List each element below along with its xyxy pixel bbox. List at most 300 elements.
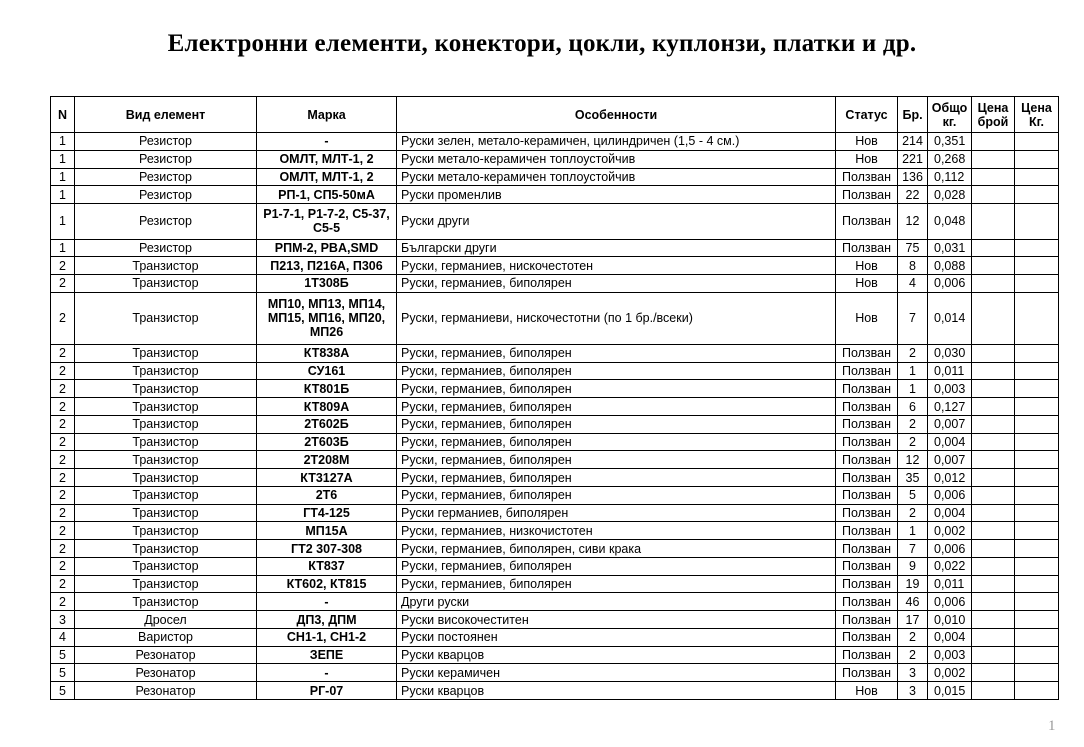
inventory-table — [50, 96, 1059, 700]
cell-kind: Транзистор — [75, 257, 257, 275]
cell-features: Руски, германиев, биполярен, сиви крака — [397, 540, 836, 558]
cell-weight: 0,006 — [928, 486, 972, 504]
cell-weight: 0,003 — [928, 646, 972, 664]
cell-n: 1 — [51, 168, 75, 186]
cell-qty: 9 — [898, 557, 928, 575]
cell-mark: - — [257, 133, 397, 151]
cell-qty: 3 — [898, 664, 928, 682]
cell-status: Ползван — [836, 664, 898, 682]
cell-features: Други руски — [397, 593, 836, 611]
cell-price-kg — [1015, 133, 1059, 151]
cell-mark: СУ161 — [257, 362, 397, 380]
cell-status: Ползван — [836, 186, 898, 204]
cell-price-kg — [1015, 664, 1059, 682]
cell-qty: 214 — [898, 133, 928, 151]
cell-weight: 0,011 — [928, 575, 972, 593]
cell-n: 3 — [51, 611, 75, 629]
cell-price-piece — [972, 469, 1015, 487]
cell-mark: КТ837 — [257, 557, 397, 575]
cell-weight: 0,004 — [928, 433, 972, 451]
table-row — [51, 380, 1059, 398]
table-row — [51, 150, 1059, 168]
table-row — [51, 168, 1059, 186]
cell-qty: 46 — [898, 593, 928, 611]
cell-features: Руски, германиев, биполярен — [397, 575, 836, 593]
table-row — [51, 186, 1059, 204]
cell-status: Нов — [836, 257, 898, 275]
cell-kind: Транзистор — [75, 380, 257, 398]
cell-features: Руски постоянен — [397, 628, 836, 646]
cell-weight: 0,127 — [928, 398, 972, 416]
cell-price-piece — [972, 204, 1015, 240]
cell-features: Руски керамичен — [397, 664, 836, 682]
cell-qty: 2 — [898, 504, 928, 522]
cell-weight: 0,015 — [928, 682, 972, 700]
cell-qty: 221 — [898, 150, 928, 168]
table-row — [51, 557, 1059, 575]
cell-price-kg — [1015, 522, 1059, 540]
table-body — [51, 133, 1059, 700]
header-price-kg: Цена Кг. — [1015, 97, 1059, 133]
table-row — [51, 362, 1059, 380]
cell-price-kg — [1015, 540, 1059, 558]
cell-n: 2 — [51, 557, 75, 575]
header-n: N — [51, 97, 75, 133]
cell-weight: 0,088 — [928, 257, 972, 275]
cell-features: Руски, германиев, биполярен — [397, 362, 836, 380]
cell-kind: Дросел — [75, 611, 257, 629]
cell-weight: 0,048 — [928, 204, 972, 240]
cell-status: Ползван — [836, 398, 898, 416]
cell-mark: ОМЛТ, МЛТ-1, 2 — [257, 168, 397, 186]
cell-qty: 2 — [898, 433, 928, 451]
cell-features: Руски, германиев, биполярен — [397, 433, 836, 451]
table-row — [51, 682, 1059, 700]
cell-mark: КТ602, КТ815 — [257, 575, 397, 593]
cell-mark: Р1-7-1, Р1-7-2, С5-37, С5-5 — [257, 204, 397, 240]
cell-kind: Транзистор — [75, 362, 257, 380]
cell-price-piece — [972, 150, 1015, 168]
document-title: Електронни елементи, конектори, цокли, куплонзи, платки и др. — [167, 30, 917, 57]
cell-mark: КТ838А — [257, 344, 397, 362]
cell-mark: 2Т208М — [257, 451, 397, 469]
cell-qty: 22 — [898, 186, 928, 204]
cell-features: Руски германиев, биполярен — [397, 504, 836, 522]
cell-price-piece — [972, 433, 1015, 451]
cell-qty: 12 — [898, 451, 928, 469]
cell-price-kg — [1015, 646, 1059, 664]
cell-mark: КТ3127А — [257, 469, 397, 487]
cell-n: 2 — [51, 451, 75, 469]
table-row — [51, 611, 1059, 629]
cell-weight: 0,002 — [928, 664, 972, 682]
cell-mark: РПМ-2, PBA,SMD — [257, 239, 397, 257]
cell-status: Ползван — [836, 593, 898, 611]
cell-kind: Транзистор — [75, 575, 257, 593]
header-kind: Вид елемент — [75, 97, 257, 133]
cell-price-kg — [1015, 628, 1059, 646]
cell-weight: 0,112 — [928, 168, 972, 186]
cell-features: Руски, германиев, биполярен — [397, 380, 836, 398]
cell-weight: 0,268 — [928, 150, 972, 168]
cell-features: Руски, германиев, биполярен — [397, 344, 836, 362]
cell-price-kg — [1015, 557, 1059, 575]
cell-price-kg — [1015, 433, 1059, 451]
cell-status: Ползван — [836, 239, 898, 257]
cell-weight: 0,028 — [928, 186, 972, 204]
cell-status: Ползван — [836, 344, 898, 362]
cell-features: Руски, германиев, биполярен — [397, 469, 836, 487]
cell-status: Ползван — [836, 168, 898, 186]
cell-qty: 136 — [898, 168, 928, 186]
cell-status: Нов — [836, 133, 898, 151]
cell-mark: - — [257, 664, 397, 682]
cell-qty: 8 — [898, 257, 928, 275]
cell-price-kg — [1015, 575, 1059, 593]
cell-status: Ползван — [836, 575, 898, 593]
cell-price-piece — [972, 451, 1015, 469]
cell-price-kg — [1015, 204, 1059, 240]
cell-kind: Транзистор — [75, 557, 257, 575]
cell-price-piece — [972, 257, 1015, 275]
cell-mark: ОМЛТ, МЛТ-1, 2 — [257, 150, 397, 168]
cell-price-kg — [1015, 168, 1059, 186]
cell-n: 5 — [51, 646, 75, 664]
cell-mark: КТ801Б — [257, 380, 397, 398]
cell-price-piece — [972, 398, 1015, 416]
cell-kind: Транзистор — [75, 486, 257, 504]
cell-kind: Резистор — [75, 186, 257, 204]
cell-mark: РП-1, СП5-50мА — [257, 186, 397, 204]
cell-n: 4 — [51, 628, 75, 646]
cell-kind: Резистор — [75, 239, 257, 257]
cell-kind: Транзистор — [75, 504, 257, 522]
table-row — [51, 664, 1059, 682]
table-row — [51, 239, 1059, 257]
cell-kind: Резонатор — [75, 682, 257, 700]
page-number: 1 — [1048, 718, 1056, 734]
cell-n: 1 — [51, 186, 75, 204]
cell-price-piece — [972, 611, 1015, 629]
cell-mark: ДП3, ДПМ — [257, 611, 397, 629]
cell-features: Руски, германиев, биполярен — [397, 557, 836, 575]
cell-price-kg — [1015, 451, 1059, 469]
cell-mark: 1Т308Б — [257, 275, 397, 293]
cell-mark: КТ809А — [257, 398, 397, 416]
cell-price-piece — [972, 275, 1015, 293]
cell-n: 2 — [51, 433, 75, 451]
cell-weight: 0,011 — [928, 362, 972, 380]
cell-status: Нов — [836, 682, 898, 700]
cell-qty: 19 — [898, 575, 928, 593]
header-features: Особенности — [397, 97, 836, 133]
cell-features: Руски кварцов — [397, 682, 836, 700]
cell-price-kg — [1015, 682, 1059, 700]
cell-mark: ГТ2 307-308 — [257, 540, 397, 558]
cell-n: 1 — [51, 239, 75, 257]
cell-n: 1 — [51, 133, 75, 151]
cell-kind: Резонатор — [75, 646, 257, 664]
cell-qty: 1 — [898, 522, 928, 540]
cell-kind: Транзистор — [75, 451, 257, 469]
cell-features: Руски, германиев, низкочистотен — [397, 522, 836, 540]
cell-price-piece — [972, 504, 1015, 522]
cell-price-kg — [1015, 486, 1059, 504]
cell-weight: 0,007 — [928, 451, 972, 469]
cell-price-kg — [1015, 469, 1059, 487]
table-row — [51, 486, 1059, 504]
cell-qty: 2 — [898, 628, 928, 646]
cell-kind: Транзистор — [75, 275, 257, 293]
cell-price-piece — [972, 239, 1015, 257]
cell-price-kg — [1015, 415, 1059, 433]
cell-price-piece — [972, 575, 1015, 593]
cell-weight: 0,006 — [928, 540, 972, 558]
cell-status: Ползван — [836, 557, 898, 575]
cell-status: Ползван — [836, 486, 898, 504]
cell-kind: Транзистор — [75, 344, 257, 362]
cell-status: Ползван — [836, 451, 898, 469]
cell-n: 2 — [51, 593, 75, 611]
cell-n: 2 — [51, 292, 75, 344]
cell-mark: МП10, МП13, МП14, МП15, МП16, МП20, МП26 — [257, 292, 397, 344]
cell-kind: Транзистор — [75, 593, 257, 611]
cell-price-kg — [1015, 504, 1059, 522]
cell-mark: П213, П216А, П306 — [257, 257, 397, 275]
cell-n: 2 — [51, 415, 75, 433]
table-row — [51, 469, 1059, 487]
cell-weight: 0,006 — [928, 275, 972, 293]
cell-n: 2 — [51, 344, 75, 362]
cell-features: Руски, германиев, биполярен — [397, 398, 836, 416]
table-row — [51, 204, 1059, 240]
cell-qty: 17 — [898, 611, 928, 629]
cell-kind: Резонатор — [75, 664, 257, 682]
cell-mark: ГТ4-125 — [257, 504, 397, 522]
cell-price-kg — [1015, 380, 1059, 398]
table-row — [51, 646, 1059, 664]
cell-price-piece — [972, 646, 1015, 664]
cell-price-kg — [1015, 398, 1059, 416]
table-row — [51, 522, 1059, 540]
cell-n: 2 — [51, 398, 75, 416]
cell-price-kg — [1015, 275, 1059, 293]
table-row — [51, 133, 1059, 151]
cell-kind: Транзистор — [75, 398, 257, 416]
cell-features: Руски, германиев, биполярен — [397, 415, 836, 433]
header-mark: Марка — [257, 97, 397, 133]
cell-price-piece — [972, 664, 1015, 682]
cell-qty: 5 — [898, 486, 928, 504]
cell-status: Ползван — [836, 522, 898, 540]
cell-kind: Транзистор — [75, 433, 257, 451]
cell-weight: 0,014 — [928, 292, 972, 344]
cell-kind: Транзистор — [75, 415, 257, 433]
cell-n: 2 — [51, 522, 75, 540]
header-weight: Общо кг. — [928, 97, 972, 133]
cell-features: Руски други — [397, 204, 836, 240]
table-header-row — [51, 97, 1059, 133]
cell-features: Руски, германиев, биполярен — [397, 451, 836, 469]
cell-qty: 2 — [898, 646, 928, 664]
cell-status: Ползван — [836, 628, 898, 646]
cell-qty: 35 — [898, 469, 928, 487]
table-row — [51, 257, 1059, 275]
cell-kind: Резистор — [75, 150, 257, 168]
header-status: Статус — [836, 97, 898, 133]
cell-features: Български други — [397, 239, 836, 257]
cell-status: Ползван — [836, 504, 898, 522]
cell-mark: 2Т6 — [257, 486, 397, 504]
cell-qty: 7 — [898, 292, 928, 344]
table-row — [51, 628, 1059, 646]
cell-weight: 0,031 — [928, 239, 972, 257]
cell-n: 2 — [51, 504, 75, 522]
cell-status: Ползван — [836, 646, 898, 664]
cell-status: Нов — [836, 150, 898, 168]
cell-kind: Транзистор — [75, 540, 257, 558]
cell-mark: 2Т602Б — [257, 415, 397, 433]
cell-status: Ползван — [836, 380, 898, 398]
cell-price-kg — [1015, 257, 1059, 275]
cell-qty: 75 — [898, 239, 928, 257]
table-row — [51, 575, 1059, 593]
cell-n: 2 — [51, 362, 75, 380]
table-row — [51, 540, 1059, 558]
cell-features: Руски, германиев, нискочестотен — [397, 257, 836, 275]
cell-weight: 0,004 — [928, 504, 972, 522]
cell-price-piece — [972, 362, 1015, 380]
cell-status: Ползван — [836, 611, 898, 629]
cell-price-kg — [1015, 186, 1059, 204]
cell-n: 2 — [51, 575, 75, 593]
cell-weight: 0,022 — [928, 557, 972, 575]
cell-n: 2 — [51, 469, 75, 487]
cell-price-kg — [1015, 362, 1059, 380]
table-row — [51, 504, 1059, 522]
cell-n: 5 — [51, 682, 75, 700]
cell-weight: 0,012 — [928, 469, 972, 487]
cell-price-piece — [972, 415, 1015, 433]
header-qty: Бр. — [898, 97, 928, 133]
cell-qty: 12 — [898, 204, 928, 240]
cell-qty: 2 — [898, 344, 928, 362]
cell-features: Руски метало-керамичен топлоустойчив — [397, 168, 836, 186]
cell-kind: Транзистор — [75, 522, 257, 540]
cell-price-piece — [972, 593, 1015, 611]
table-row — [51, 292, 1059, 344]
cell-n: 2 — [51, 380, 75, 398]
cell-weight: 0,030 — [928, 344, 972, 362]
cell-qty: 6 — [898, 398, 928, 416]
cell-kind: Транзистор — [75, 292, 257, 344]
cell-price-kg — [1015, 292, 1059, 344]
cell-weight: 0,006 — [928, 593, 972, 611]
cell-n: 1 — [51, 204, 75, 240]
cell-weight: 0,010 — [928, 611, 972, 629]
cell-status: Ползван — [836, 540, 898, 558]
cell-price-kg — [1015, 344, 1059, 362]
cell-price-piece — [972, 522, 1015, 540]
cell-features: Руски метало-керамичен топлоустойчив — [397, 150, 836, 168]
cell-kind: Резистор — [75, 133, 257, 151]
cell-qty: 1 — [898, 362, 928, 380]
cell-n: 1 — [51, 150, 75, 168]
cell-n: 2 — [51, 486, 75, 504]
table-row — [51, 451, 1059, 469]
cell-n: 2 — [51, 257, 75, 275]
cell-kind: Резистор — [75, 204, 257, 240]
table-row — [51, 415, 1059, 433]
cell-price-piece — [972, 168, 1015, 186]
cell-kind: Транзистор — [75, 469, 257, 487]
cell-n: 2 — [51, 275, 75, 293]
cell-features: Руски променлив — [397, 186, 836, 204]
cell-features: Руски, германиеви, нискочестотни (по 1 бр./всеки) — [397, 292, 836, 344]
cell-price-piece — [972, 133, 1015, 151]
cell-status: Нов — [836, 292, 898, 344]
cell-features: Руски, германиев, биполярен — [397, 275, 836, 293]
cell-price-piece — [972, 540, 1015, 558]
cell-price-piece — [972, 628, 1015, 646]
cell-features: Руски високочеститен — [397, 611, 836, 629]
cell-weight: 0,003 — [928, 380, 972, 398]
cell-mark: СН1-1, СН1-2 — [257, 628, 397, 646]
table-row — [51, 593, 1059, 611]
cell-price-piece — [972, 380, 1015, 398]
cell-weight: 0,007 — [928, 415, 972, 433]
cell-price-piece — [972, 682, 1015, 700]
cell-features: Руски кварцов — [397, 646, 836, 664]
cell-price-piece — [972, 186, 1015, 204]
cell-mark: 2Т603Б — [257, 433, 397, 451]
cell-price-piece — [972, 344, 1015, 362]
cell-qty: 2 — [898, 415, 928, 433]
cell-n: 5 — [51, 664, 75, 682]
cell-qty: 3 — [898, 682, 928, 700]
table-row — [51, 398, 1059, 416]
cell-price-piece — [972, 292, 1015, 344]
cell-price-kg — [1015, 593, 1059, 611]
cell-status: Нов — [836, 275, 898, 293]
cell-weight: 0,004 — [928, 628, 972, 646]
cell-kind: Варистор — [75, 628, 257, 646]
header-price-piece: Цена брой — [972, 97, 1015, 133]
cell-kind: Резистор — [75, 168, 257, 186]
cell-qty: 1 — [898, 380, 928, 398]
cell-status: Ползван — [836, 433, 898, 451]
cell-mark: РГ-07 — [257, 682, 397, 700]
table-row — [51, 433, 1059, 451]
table-row — [51, 344, 1059, 362]
cell-features: Руски, германиев, биполярен — [397, 486, 836, 504]
cell-n: 2 — [51, 540, 75, 558]
cell-status: Ползван — [836, 415, 898, 433]
cell-price-kg — [1015, 150, 1059, 168]
cell-weight: 0,002 — [928, 522, 972, 540]
cell-status: Ползван — [836, 362, 898, 380]
cell-qty: 7 — [898, 540, 928, 558]
cell-price-kg — [1015, 239, 1059, 257]
cell-mark: - — [257, 593, 397, 611]
cell-status: Ползван — [836, 204, 898, 240]
cell-qty: 4 — [898, 275, 928, 293]
cell-price-piece — [972, 557, 1015, 575]
cell-price-kg — [1015, 611, 1059, 629]
cell-mark: ЗЕПЕ — [257, 646, 397, 664]
cell-price-piece — [972, 486, 1015, 504]
cell-weight: 0,351 — [928, 133, 972, 151]
